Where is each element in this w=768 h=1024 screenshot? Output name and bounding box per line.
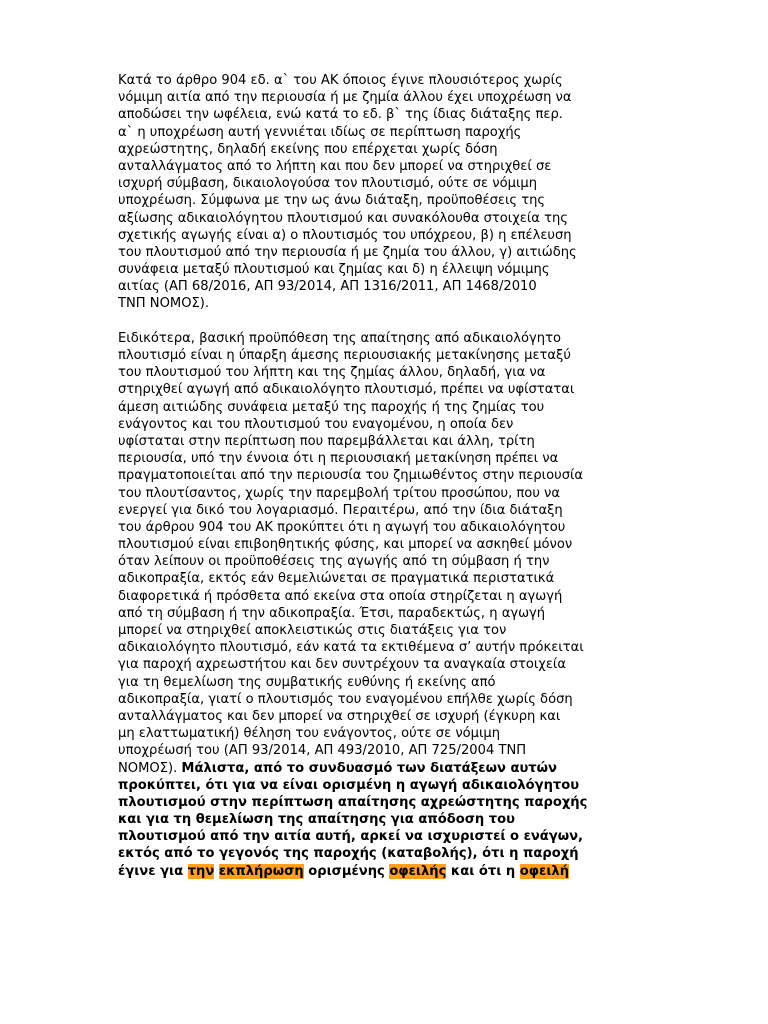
text-line: ΤΝΠ ΝΟΜΟΣ).	[118, 296, 210, 312]
text-line: διαφορετικά ή πρόσθετα από εκείνα στα οποία στηρίζεται η αγωγή	[118, 588, 563, 604]
text-run: ορισμένης	[303, 863, 390, 879]
search-highlight: οφειλής	[389, 863, 447, 879]
text-line: αδικοπραξία, γιατί ο πλουτισμός του εναγομένου επήλθε χωρίς δόση	[118, 691, 573, 707]
text-line: περιουσία, υπό την έννοια ότι η περιουσιακή μετακίνηση πρέπει να	[118, 451, 559, 467]
paragraph-2	[118, 330, 654, 880]
text-line-mixed	[118, 760, 654, 777]
text-line: σχετικής αγωγής είναι α) ο πλουτισμός του υπόχρεου, β) η επέλευση	[118, 227, 572, 243]
bold-text-line: πλουτισμού στην περίπτωση απαίτησης αχρεώστητης παροχής	[118, 794, 588, 810]
text-line: στηριχθεί αγωγή από αδικαιολόγητο πλουτισμό, πρέπει να υφίσταται	[118, 382, 575, 398]
text-line: του άρθρου 904 του ΑΚ προκύπτει ότι η αγωγή του αδικαιολόγητου	[118, 519, 566, 535]
bold-text-line: πλουτισμού από την αιτία αυτή, αρκεί να ισχυριστεί ο ενάγων,	[118, 829, 583, 845]
search-highlight: την	[187, 863, 215, 879]
text-line: από τη σύμβαση ή την αδικοπραξία. Έτσι, παραδεκτώς, η αγωγή	[118, 605, 546, 621]
text-line: πλουτισμού είναι επιβοηθητικής φύσης, και μπορεί να ασκηθεί μόνον	[118, 537, 573, 553]
text-line: μη ελαττωματική) θέληση του ενάγοντος, ούτε σε νόμιμη	[118, 726, 501, 742]
search-highlight: οφειλή	[519, 863, 570, 879]
text-line: πλουτισμό είναι η ύπαρξη άμεσης περιουσιακής μετακίνησης μεταξύ	[118, 348, 571, 363]
text-run: ΝΟΜΟΣ).	[118, 760, 182, 776]
text-line: συνάφεια μεταξύ πλουτισμού και ζημίας και δ) η έλλειψη νόμιμης	[118, 262, 550, 278]
text-line: του πλουτισμού από την περιουσία ή με ζημία του άλλου, γ) αιτιώδης	[118, 244, 577, 260]
text-line: αξίωσης αδικαιολόγητου πλουτισμού και συνακόλουθα στοιχεία της	[118, 210, 568, 226]
bold-text-line: εκτός από το γεγονός της παροχής (καταβολής), ότι η παροχή	[118, 846, 579, 862]
text-line: αποδώσει την ωφέλεια, ενώ κατά το εδ. β` της ίδιας διάταξης περ.	[118, 107, 563, 123]
text-line: αδικαιολόγητο πλουτισμό, εάν κατά τα εκτιθέμενα σ’ αυτήν πρόκειται	[118, 640, 584, 656]
bold-text-line: και για τη θεμελίωση της απαίτησης για απόδοση του	[118, 812, 515, 828]
document-page	[118, 72, 654, 880]
text-line: για τη θεμελίωση της συμβατικής ευθύνης ή εκείνης από	[118, 674, 496, 690]
text-line: του πλουτισμού του λήπτη και της ζημίας άλλου, δηλαδή, για να	[118, 365, 546, 381]
highlighted-text-line	[118, 863, 654, 880]
text-run: και ότι η	[446, 863, 520, 879]
text-line: α` η υποχρέωση αυτή γεννιέται ιδίως σε περίπτωση παροχής	[118, 124, 522, 140]
text-line: για παροχή αχρεωστήτου και δεν συντρέχουν τα αναγκαία στοιχεία	[118, 657, 566, 673]
text-line: ενάγοντος και του πλουτισμού του εναγομένου, η οποία δεν	[118, 416, 514, 432]
text-line: νόμιμη αιτία από την περιουσία ή με ζημία άλλου έχει υποχρέωση να	[118, 90, 572, 106]
text-line: υποχρέωση. Σύμφωνα με την ως άνω διάταξη, προϋποθέσεις της	[118, 193, 546, 209]
paragraph-1	[118, 72, 654, 313]
text-line: πραγματοποιείται από την περιουσία του ζημιωθέντος στην περιουσία	[118, 468, 584, 484]
text-line: του πλουτίσαντος, χωρίς την παρεμβολή τρίτου προσώπου, που να	[118, 485, 560, 501]
text-run: έγινε για	[118, 863, 188, 879]
text-line: αδικοπραξία, εκτός εάν θεμελιώνεται σε πραγματικά περιστατικά	[118, 571, 555, 587]
text-line: αιτίας (ΑΠ 68/2016, ΑΠ 93/2014, ΑΠ 1316/2011, ΑΠ 1468/2010	[118, 279, 537, 295]
text-line: άμεση αιτιώδης συνάφεια μεταξύ της παροχής ή της ζημίας του	[118, 399, 545, 415]
bold-text-line: προκύπτει, ότι για να είναι ορισμένη η αγωγή αδικαιολόγητου	[118, 777, 580, 793]
text-line: υποχρέωσή του (ΑΠ 93/2014, ΑΠ 493/2010, ΑΠ 725/2004 ΤΝΠ	[118, 743, 527, 759]
text-line: ισχυρή σύμβαση, δικαιολογούσα τον πλουτισμό, ούτε σε νόμιμη	[118, 176, 538, 192]
text-line: ανταλλάγματος από το λήπτη και που δεν μπορεί να στηριχθεί σε	[118, 158, 552, 174]
text-line: υφίσταται στην περίπτωση που παρεμβάλλεται και άλλη, τρίτη	[118, 433, 535, 449]
bold-text-run: Μάλιστα, από το συνδυασμό των διατάξεων αυτών	[181, 760, 557, 776]
text-line: μπορεί να στηριχθεί αποκλειστικώς στις διατάξεις για τον	[118, 623, 507, 638]
text-line: Ειδικότερα, βασική προϋπόθεση της απαίτησης από αδικαιολόγητο	[118, 330, 562, 346]
search-highlight: εκπλήρωση	[218, 863, 304, 879]
text-line: ενεργεί για δικό του λογαριασμό. Περαιτέρω, από την ίδια διάταξη	[118, 502, 563, 518]
text-line: αχρεώστητης, δηλαδή εκείνης που επέρχεται χωρίς δόση	[118, 141, 498, 157]
text-line: όταν λείπουν οι προϋποθέσεις της αγωγής από τη σύμβαση ή την	[118, 554, 550, 570]
text-line: Κατά το άρθρο 904 εδ. α` του ΑΚ όποιος έγινε πλουσιότερος χωρίς	[118, 73, 563, 88]
text-line: ανταλλάγματος και δεν μπορεί να στηριχθεί σε ισχυρή (έγκυρη και	[118, 708, 561, 724]
